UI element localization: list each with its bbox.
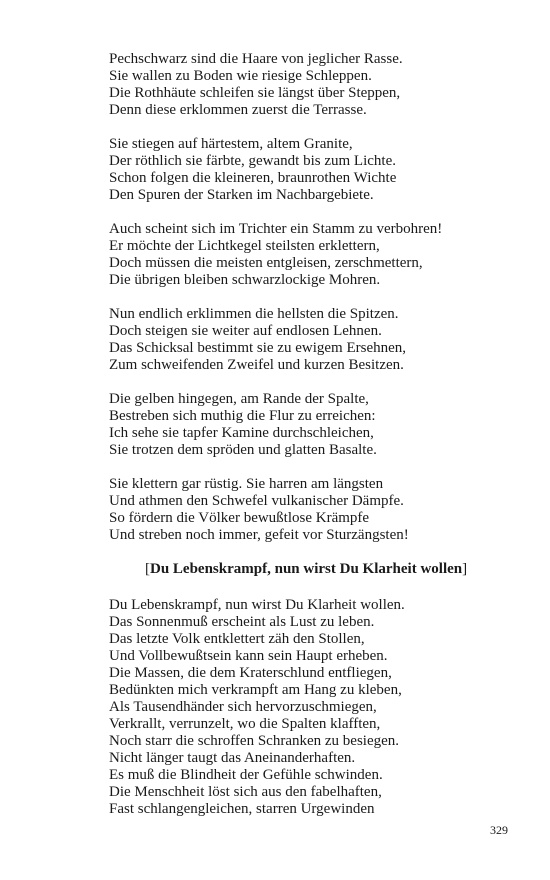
verse-line: Denn diese erklommen zuerst die Terrasse. (109, 102, 367, 118)
verse-line: Nun endlich erklimmen die hellsten die Spitzen. (109, 306, 399, 322)
verse-line: Sie klettern gar rüstig. Sie harren am längsten (109, 476, 384, 492)
verse-line: Sie trotzen dem spröden und glatten Basalte. (109, 442, 377, 458)
verse-line: Schon folgen die kleineren, braunrothen Wichte (109, 170, 397, 186)
verse-line: Doch müssen die meisten entgleisen, zerschmettern, (109, 255, 423, 271)
verse-line: Und Vollbewußtsein kann sein Haupt erheben. (109, 648, 388, 664)
stanza (109, 391, 489, 459)
verse-line: Es muß die Blindheit der Gefühle schwinden. (109, 767, 383, 783)
verse-line: Als Tausendhänder sich hervorzuschmiegen, (109, 699, 377, 715)
verse-line: Die Rothhäute schleifen sie längst über Steppen, (109, 85, 401, 101)
verse-line: Auch scheint sich im Trichter ein Stamm zu verbohren! (109, 221, 443, 237)
poem-title-text: Du Lebenskrampf, nun wirst Du Klarheit wollen (150, 561, 463, 577)
verse-line: Fast schlangengleichen, starren Urgewinden (109, 801, 375, 817)
poem-body (109, 597, 489, 818)
verse-line: Bestreben sich muthig die Flur zu erreichen: (109, 408, 376, 424)
title-bracket-open: [ (145, 561, 150, 577)
verse-line: Bedünkten mich verkrampft am Hang zu kleben, (109, 682, 402, 698)
verse-line: Die Massen, die dem Kraterschlund entfliegen, (109, 665, 392, 681)
verse-line: Nicht länger taugt das Aneinanderhaften. (109, 750, 356, 766)
stanza (109, 136, 489, 204)
verse-line: Sie wallen zu Boden wie riesige Schleppen. (109, 68, 372, 84)
stanza (109, 51, 489, 119)
page-number: 329 (490, 823, 508, 837)
verse-line: Den Spuren der Starken im Nachbargebiete. (109, 187, 374, 203)
verse-line: Du Lebenskrampf, nun wirst Du Klarheit wollen. (109, 597, 405, 613)
verse-line: Verkrallt, verrunzelt, wo die Spalten klafften, (109, 716, 381, 732)
stanza (109, 476, 489, 544)
verse-line: Die übrigen bleiben schwarzlockige Mohren. (109, 272, 381, 288)
verse-line: Pechschwarz sind die Haare von jeglicher Rasse. (109, 51, 403, 67)
stanza (109, 221, 489, 289)
verse-line: Ich sehe sie tapfer Kamine durchschleichen, (109, 425, 374, 441)
verse-line: Und athmen den Schwefel vulkanischer Dämpfe. (109, 493, 404, 509)
verse-line: Doch steigen sie weiter auf endlosen Lehnen. (109, 323, 382, 339)
verse-line: Das Sonnenmuß erscheint als Lust zu leben. (109, 614, 375, 630)
verse-line: Das Schicksal bestimmt sie zu ewigem Ersehnen, (109, 340, 407, 356)
verse-line: Sie stiegen auf härtestem, altem Granite, (109, 136, 353, 152)
verse-line: Noch starr die schroffen Schranken zu besiegen. (109, 733, 400, 749)
poem-title (145, 561, 489, 578)
title-bracket-close: ] (462, 561, 468, 577)
verse-line: So fördern die Völker bewußtlose Krämpfe (109, 510, 370, 526)
verse-line: Die Menschheit löst sich aus den fabelhaften, (109, 784, 382, 800)
verse-line: Zum schweifenden Zweifel und kurzen Besitzen. (109, 357, 404, 373)
verse-line: Das letzte Volk entklettert zäh den Stollen, (109, 631, 365, 647)
verse-line: Und streben noch immer, gefeit vor Sturzängsten! (109, 527, 409, 543)
verse-line: Er möchte der Lichtkegel steilsten erklettern, (109, 238, 380, 254)
verse-line: Der röthlich sie färbte, gewandt bis zum Lichte. (109, 153, 396, 169)
verse-line: Die gelben hingegen, am Rande der Spalte, (109, 391, 369, 407)
poem-stanzas (109, 51, 489, 544)
stanza (109, 306, 489, 374)
page-body (109, 51, 489, 835)
